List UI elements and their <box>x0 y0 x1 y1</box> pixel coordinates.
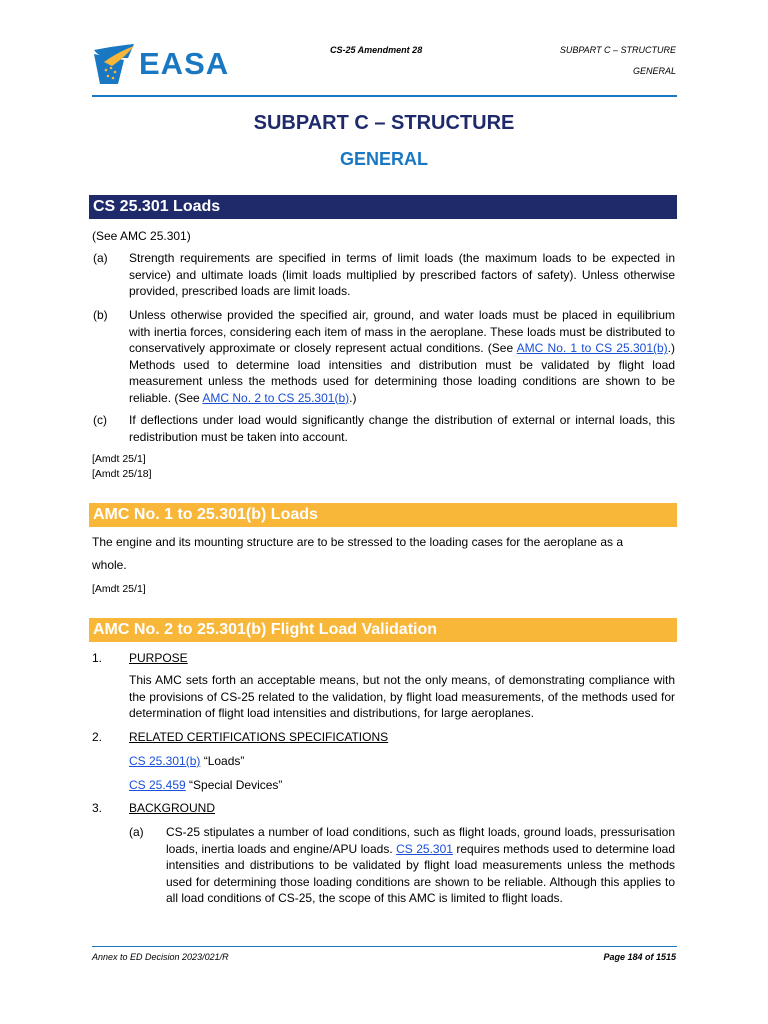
header-subpart: SUBPART C – STRUCTURE <box>559 45 676 55</box>
related-spec-item: CS 25.459 “Special Devices” <box>129 778 283 792</box>
footer-rule <box>92 946 677 947</box>
logo-text: EASA <box>139 46 230 81</box>
see-amc-note: (See AMC 25.301) <box>92 229 191 243</box>
link-amc1-25-301b[interactable]: AMC No. 1 to CS 25.301(b) <box>516 341 668 355</box>
para-title-purpose: PURPOSE <box>129 651 188 665</box>
section-heading-cs25-301: CS 25.301 Loads <box>89 195 677 219</box>
background-text-a: CS-25 stipulates a number of load conditions, such as flight loads, ground loads, pressurisation loads, inertia loads and engine/APU loads. CS 25.301 requires methods used to determine load intensities and distributions to be validated by flight load measurements unless the methods used for determining those loading conditions are shown to be reliable. Although this applies to all load conditions of CS-25, the scope of this AMC is limited to flight loads. <box>166 825 675 905</box>
item-text-b: Unless otherwise provided the specified air, ground, and water loads must be placed in equilibrium with inertia forces, considering each item of mass in the aeroplane. These loads must be distributed to conservatively approximate or closely represent actual conditions. (See AMC No. 1 to CS 25.301(b).) Methods used to determine load intensities and distribution must be validated by flight load measurement unless the methods used for determining those loading conditions are shown to be reliable. (See AMC No. 2 to CS 25.301(b).) <box>129 308 676 405</box>
para-title-background: BACKGROUND <box>129 801 216 815</box>
section-heading-amc1: AMC No. 1 to 25.301(b) Loads <box>89 503 677 527</box>
link-amc2-25-301b[interactable]: AMC No. 2 to CS 25.301(b) <box>202 390 350 405</box>
item-text-a: Strength requirements are specified in terms of limit loads (the maximum loads to be expected in service) and ultimate loads (limit loads multiplied by prescribed factors of safety). Unless otherwise provided, prescribed loads are limit loads. <box>129 251 675 298</box>
para-number-3: 3. <box>92 801 103 815</box>
easa-wing-icon <box>94 44 136 84</box>
amendment-note: [Amdt 25/1] <box>92 583 146 595</box>
purpose-text: This AMC sets forth an acceptable means, but not the only means, of demonstrating compliance with the provisions of CS-25 related to the validation, by flight load measurements, of the methods used for determination of flight load intensities and distributions, for large aeroplanes. <box>129 673 675 720</box>
page-title: SUBPART C – STRUCTURE <box>253 112 515 134</box>
section-heading-amc2: AMC No. 2 to 25.301(b) Flight Load Validation <box>89 618 677 642</box>
page-subtitle: GENERAL <box>339 149 428 169</box>
item-text-c: If deflections under load would significantly change the distribution of external or internal loads, this redistribution must be taken into account. <box>129 413 675 444</box>
amc1-text-line: The engine and its mounting structure are to be stressed to the loading cases for the aeroplane as a <box>92 535 623 549</box>
amendment-note: [Amdt 25/18] <box>92 468 152 480</box>
link-cs25-459[interactable]: CS 25.459 <box>129 778 186 792</box>
item-label-3a: (a) <box>129 825 144 839</box>
header-rule <box>92 95 677 97</box>
header-section: GENERAL <box>632 66 676 76</box>
amendment-note: [Amdt 25/1] <box>92 453 146 465</box>
link-cs25-301[interactable]: CS 25.301 <box>396 841 453 856</box>
easa-logo <box>94 44 230 84</box>
para-title-related-specs: RELATED CERTIFICATIONS SPECIFICATIONS <box>129 730 389 744</box>
item-label-b: (b) <box>93 308 108 322</box>
header-amendment: CS-25 Amendment 28 <box>330 45 423 55</box>
footer-page-number: Page 184 of 1515 <box>603 952 676 962</box>
footer-decision: Annex to ED Decision 2023/021/R <box>92 952 229 962</box>
item-label-c: (c) <box>93 413 107 427</box>
item-label-a: (a) <box>93 251 108 265</box>
para-number-1: 1. <box>92 651 103 665</box>
para-number-2: 2. <box>92 730 103 744</box>
amc1-text-line: whole. <box>92 558 127 572</box>
link-cs25-301b[interactable]: CS 25.301(b) <box>129 754 201 768</box>
related-spec-item: CS 25.301(b) “Loads” <box>129 754 245 768</box>
